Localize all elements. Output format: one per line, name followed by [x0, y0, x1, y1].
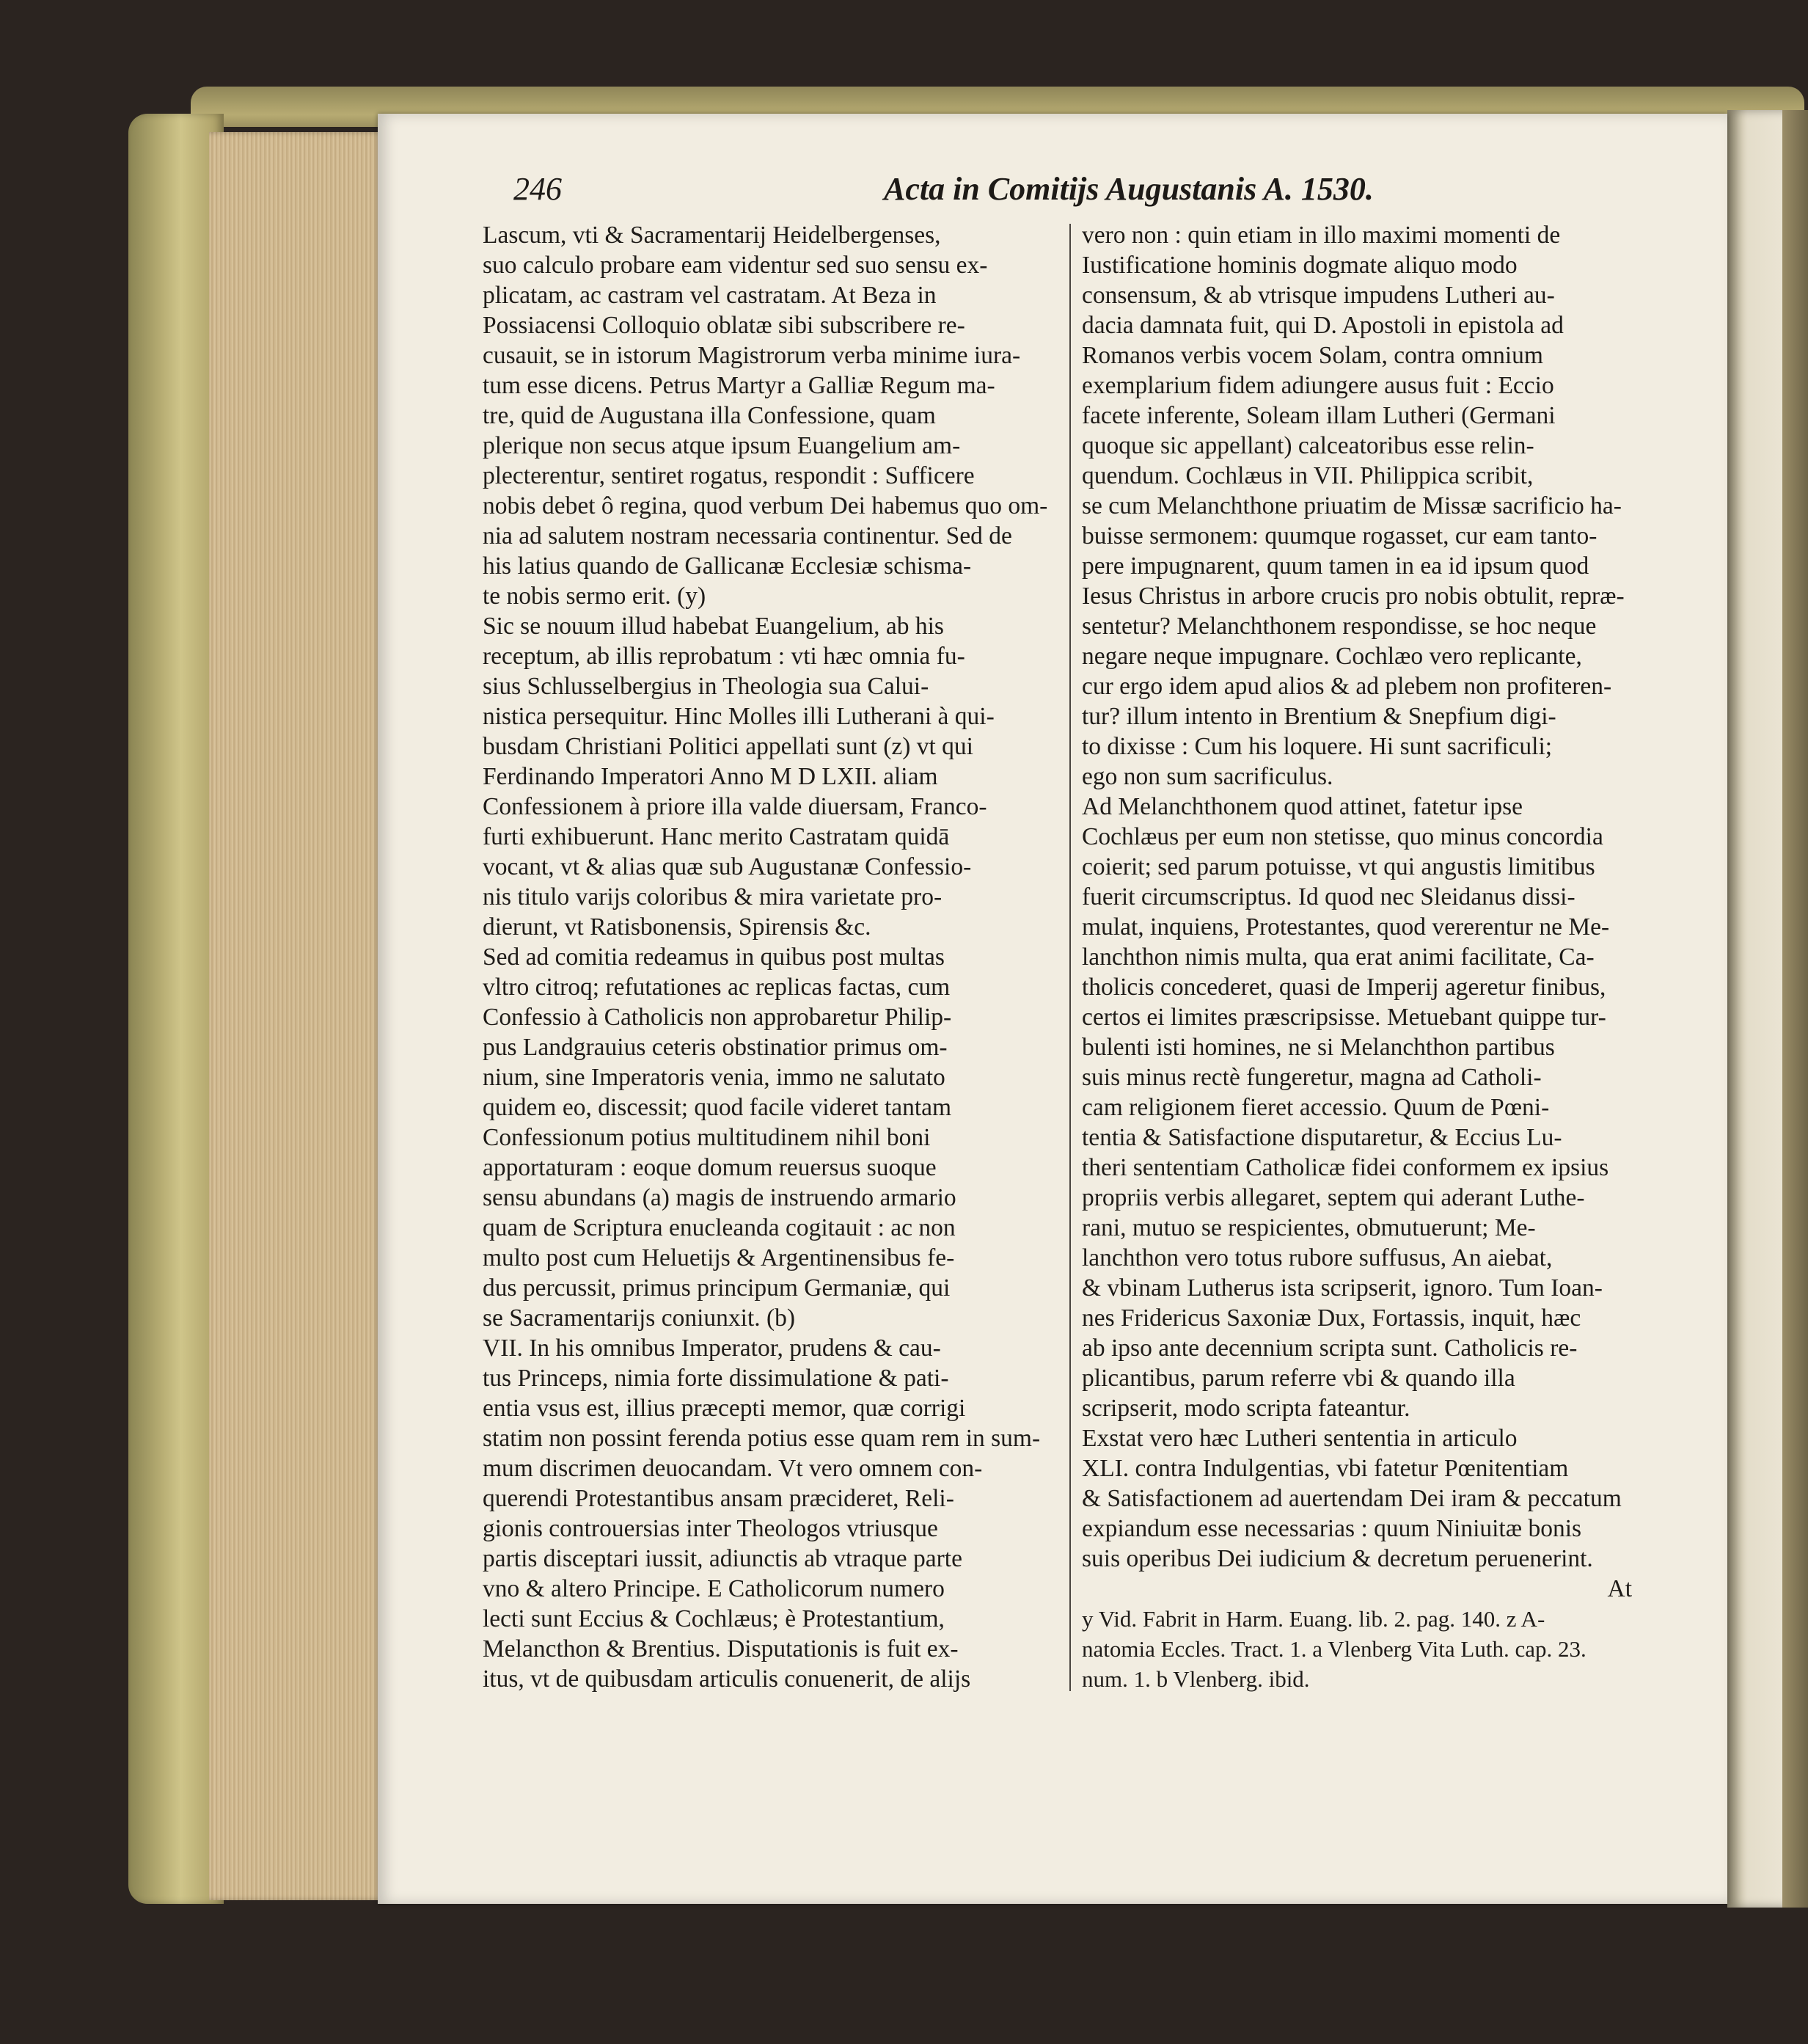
text-line: Iustificatione hominis dogmate aliquo modo: [1082, 252, 1518, 279]
text-line: tum esse dicens. Petrus Martyr a Galliæ Regum ma-: [483, 372, 995, 399]
left-column: [483, 220, 1055, 1694]
text-line: sius Schlusselbergius in Theologia sua Calui-: [483, 673, 929, 700]
text-line: nia ad salutem nostram necessaria continentur. Sed de: [483, 522, 1012, 550]
catchword: At: [1607, 1575, 1632, 1602]
text-line: nes Fridericus Saxoniæ Dux, Fortassis, inquit, hæc: [1082, 1304, 1581, 1332]
footnote-line: natomia Eccles. Tract. 1. a Vlenberg Vita Luth. cap. 23.: [1082, 1636, 1586, 1662]
text-line: dacia damnata fuit, qui D. Apostoli in epistola ad: [1082, 312, 1564, 339]
facing-cover-edge: [1782, 110, 1808, 1908]
text-line: plicantibus, parum referre vbi & quando illa: [1082, 1365, 1515, 1392]
text-line: tentia & Satisfactione disputaretur, & Eccius Lu-: [1082, 1124, 1562, 1151]
footnote-line: y Vid. Fabrit in Harm. Euang. lib. 2. pag. 140. z A-: [1082, 1606, 1545, 1632]
text-line: busdam Christiani Politici appellati sunt (z) vt qui: [483, 733, 973, 760]
text-line: expiandum esse necessarias : quum Niniuitæ bonis: [1082, 1515, 1582, 1542]
text-line: ab ipso ante decennium scripta sunt. Catholicis re-: [1082, 1335, 1578, 1362]
text-line: scripserit, modo scripta fateantur.: [1082, 1395, 1410, 1422]
text-line: entia vsus est, illius præcepti memor, quæ corrigi: [483, 1395, 966, 1422]
text-line: querendi Protestantibus ansam præcideret, Reli-: [483, 1485, 954, 1512]
text-line: nium, sine Imperatoris venia, immo ne salutato: [483, 1064, 945, 1091]
text-line: quendum. Cochlæus in VII. Philippica scribit,: [1082, 462, 1534, 489]
text-line: plicatam, ac castram vel castratam. At Beza in: [483, 282, 937, 309]
running-head: Acta in Comitijs Augustanis A. 1530.: [884, 171, 1374, 207]
text-line: quam de Scriptura enucleanda cogitauit : ac non: [483, 1214, 956, 1241]
text-line: sentetur? Melanchthonem respondisse, se hoc neque: [1082, 613, 1597, 640]
page-number: 246: [513, 171, 562, 207]
right-column: [1082, 220, 1661, 1694]
text-line: lecti sunt Eccius & Cochlæus; è Protestantium,: [483, 1605, 945, 1632]
text-line: plecterentur, sentiret rogatus, respondit : Sufficere: [483, 462, 975, 489]
text-line: rani, mutuo se respicientes, obmutuerunt; Me-: [1082, 1214, 1536, 1241]
text-line: tur? illum intento in Brentium & Snepfium digi-: [1082, 703, 1556, 730]
text-line: ego non sum sacrificulus.: [1082, 763, 1333, 790]
text-line: Cochlæus per eum non stetisse, quo minus concordia: [1082, 823, 1603, 850]
text-line: lanchthon vero totus rubore suffusus, An aiebat,: [1082, 1244, 1553, 1271]
text-line: receptum, ab illis reprobatum : vti hæc omnia fu-: [483, 643, 965, 670]
text-line: Ad Melanchthonem quod attinet, fatetur ipse: [1082, 793, 1523, 820]
text-line: cur ergo idem apud alios & ad plebem non profiteren-: [1082, 673, 1612, 700]
text-line: vno & altero Principe. E Catholicorum numero: [483, 1575, 945, 1602]
footnotes: [1082, 1604, 1661, 1694]
text-line: sensu abundans (a) magis de instruendo armario: [483, 1184, 956, 1211]
text-line: Confessionem à priore illa valde diuersam, Franco-: [483, 793, 987, 820]
text-line: Lascum, vti & Sacramentarij Heidelbergenses,: [483, 222, 941, 249]
text-line: XLI. contra Indulgentias, vbi fatetur Pœnitentiam: [1082, 1455, 1569, 1482]
text-line: facete inferente, Soleam illam Lutheri (Germani: [1082, 402, 1556, 429]
text-line: dus percussit, primus principum Germaniæ, qui: [483, 1274, 951, 1302]
page-edges: [209, 132, 385, 1900]
text-line: & vbinam Lutherus ista scripserit, ignoro. Tum Ioan-: [1082, 1274, 1603, 1302]
text-line: to dixisse : Cum his loquere. Hi sunt sacrificuli;: [1082, 733, 1553, 760]
footnote-line: num. 1. b Vlenberg. ibid.: [1082, 1666, 1310, 1692]
text-line: his latius quando de Gallicanæ Ecclesiæ schisma-: [483, 552, 972, 580]
text-line: fuerit circumscriptus. Id quod nec Sleidanus dissi-: [1082, 883, 1575, 910]
text-line: vero non : quin etiam in illo maximi momenti de: [1082, 222, 1561, 249]
text-line: suis minus rectè fungeretur, magna ad Catholi-: [1082, 1064, 1542, 1091]
text-line: Melancthon & Brentius. Disputationis is fuit ex-: [483, 1635, 959, 1662]
text-line: furti exhibuerunt. Hanc merito Castratam quidā: [483, 823, 950, 850]
text-line: dierunt, vt Ratisbonensis, Spirensis &c.: [483, 913, 871, 941]
text-line: consensum, & ab vtrisque impudens Lutheri au-: [1082, 282, 1555, 309]
text-line: se cum Melanchthone priuatim de Missæ sacrificio ha-: [1082, 492, 1622, 519]
text-line: VII. In his omnibus Imperator, prudens & cau-: [483, 1335, 941, 1362]
text-line: quoque sic appellant) calceatoribus esse relin-: [1082, 432, 1534, 459]
text-line: Sed ad comitia redeamus in quibus post multas: [483, 943, 945, 971]
text-line: Sic se nouum illud habebat Euangelium, ab his: [483, 613, 944, 640]
text-line: suis operibus Dei iudicium & decretum peruenerint.: [1082, 1545, 1593, 1572]
text-line: lanchthon nimis multa, qua erat animi facilitate, Ca-: [1082, 943, 1595, 971]
text-line: multo post cum Heluetijs & Argentinensibus fe-: [483, 1244, 955, 1271]
text-line: nistica persequitur. Hinc Molles illi Lutherani à qui-: [483, 703, 995, 730]
text-line: partis disceptari iussit, adiunctis ab vtraque parte: [483, 1545, 962, 1572]
text-line: tre, quid de Augustana illa Confessione, quam: [483, 402, 936, 429]
text-line: Confessio à Catholicis non approbaretur Philip-: [483, 1004, 952, 1031]
text-line: te nobis sermo erit. (y): [483, 583, 706, 610]
text-line: statim non possint ferenda potius esse quam rem in sum-: [483, 1425, 1041, 1452]
text-line: Ferdinando Imperatori Anno M D LXII. aliam: [483, 763, 938, 790]
text-line: propriis verbis allegaret, septem qui aderant Luthe-: [1082, 1184, 1585, 1211]
text-line: pus Landgrauius ceteris obstinatior primus om-: [483, 1034, 948, 1061]
text-line: certos ei limites præscripsisse. Metuebant quippe tur-: [1082, 1004, 1606, 1031]
text-line: bulenti isti homines, ne si Melanchthon partibus: [1082, 1034, 1555, 1061]
text-line: Confessionum potius multitudinem nihil boni: [483, 1124, 931, 1151]
text-line: negare neque impugnare. Cochlæo vero replicante,: [1082, 643, 1582, 670]
text-line: plerique non secus atque ipsum Euangelium am-: [483, 432, 961, 459]
text-line: exemplarium fidem adiungere ausus fuit : Eccio: [1082, 372, 1554, 399]
text-line: itus, vt de quibusdam articulis conuenerit, de alijs: [483, 1665, 971, 1693]
text-line: se Sacramentarijs coniunxit. (b): [483, 1304, 796, 1332]
text-line: mulat, inquiens, Protestantes, quod vererentur ne Me-: [1082, 913, 1610, 941]
text-line: Possiacensi Colloquio oblatæ sibi subscribere re-: [483, 312, 965, 339]
text-line: nis titulo varijs coloribus & mira varietate pro-: [483, 883, 943, 910]
text-line: theri sententiam Catholicæ fidei conformem ex ipsius: [1082, 1154, 1609, 1181]
text-line: cam religionem fieret accessio. Quum de Pœni-: [1082, 1094, 1550, 1121]
text-line: tus Princeps, nimia forte dissimulatione & pati-: [483, 1365, 949, 1392]
page-header: [0, 170, 1808, 222]
text-line: cusauit, se in istorum Magistrorum verba minime iura-: [483, 342, 1021, 369]
text-line: Romanos verbis vocem Solam, contra omnium: [1082, 342, 1543, 369]
text-line: gionis controuersias inter Theologos vtriusque: [483, 1515, 938, 1542]
text-line: mum discrimen deuocandam. Vt vero omnem con-: [483, 1455, 983, 1482]
text-line: suo calculo probare eam videntur sed suo sensu ex-: [483, 252, 988, 279]
text-line: quidem eo, discessit; quod facile videret tantam: [483, 1094, 952, 1121]
text-line: nobis debet ô regina, quod verbum Dei habemus quo om-: [483, 492, 1048, 519]
text-line: pere impugnarent, quum tamen in ea id ipsum quod: [1082, 552, 1589, 580]
text-line: buisse sermonem: quumque rogasset, cur eam tanto-: [1082, 522, 1597, 550]
text-line: & Satisfactionem ad auertendam Dei iram & peccatum: [1082, 1485, 1622, 1512]
text-line: vocant, vt & alias quæ sub Augustanæ Confessio-: [483, 853, 972, 880]
column-divider: [1069, 224, 1071, 1691]
right-column-text: [1082, 220, 1661, 1574]
text-line: tholicis concederet, quasi de Imperij ageretur finibus,: [1082, 974, 1606, 1001]
text-line: vltro citroq; refutationes ac replicas factas, cum: [483, 974, 951, 1001]
text-line: apportaturam : eoque domum reuersus suoque: [483, 1154, 937, 1181]
text-line: Exstat vero hæc Lutheri sententia in articulo: [1082, 1425, 1518, 1452]
text-line: coierit; sed parum potuisse, vt qui angustis limitibus: [1082, 853, 1595, 880]
text-line: Iesus Christus in arbore crucis pro nobis obtulit, repræ-: [1082, 583, 1625, 610]
